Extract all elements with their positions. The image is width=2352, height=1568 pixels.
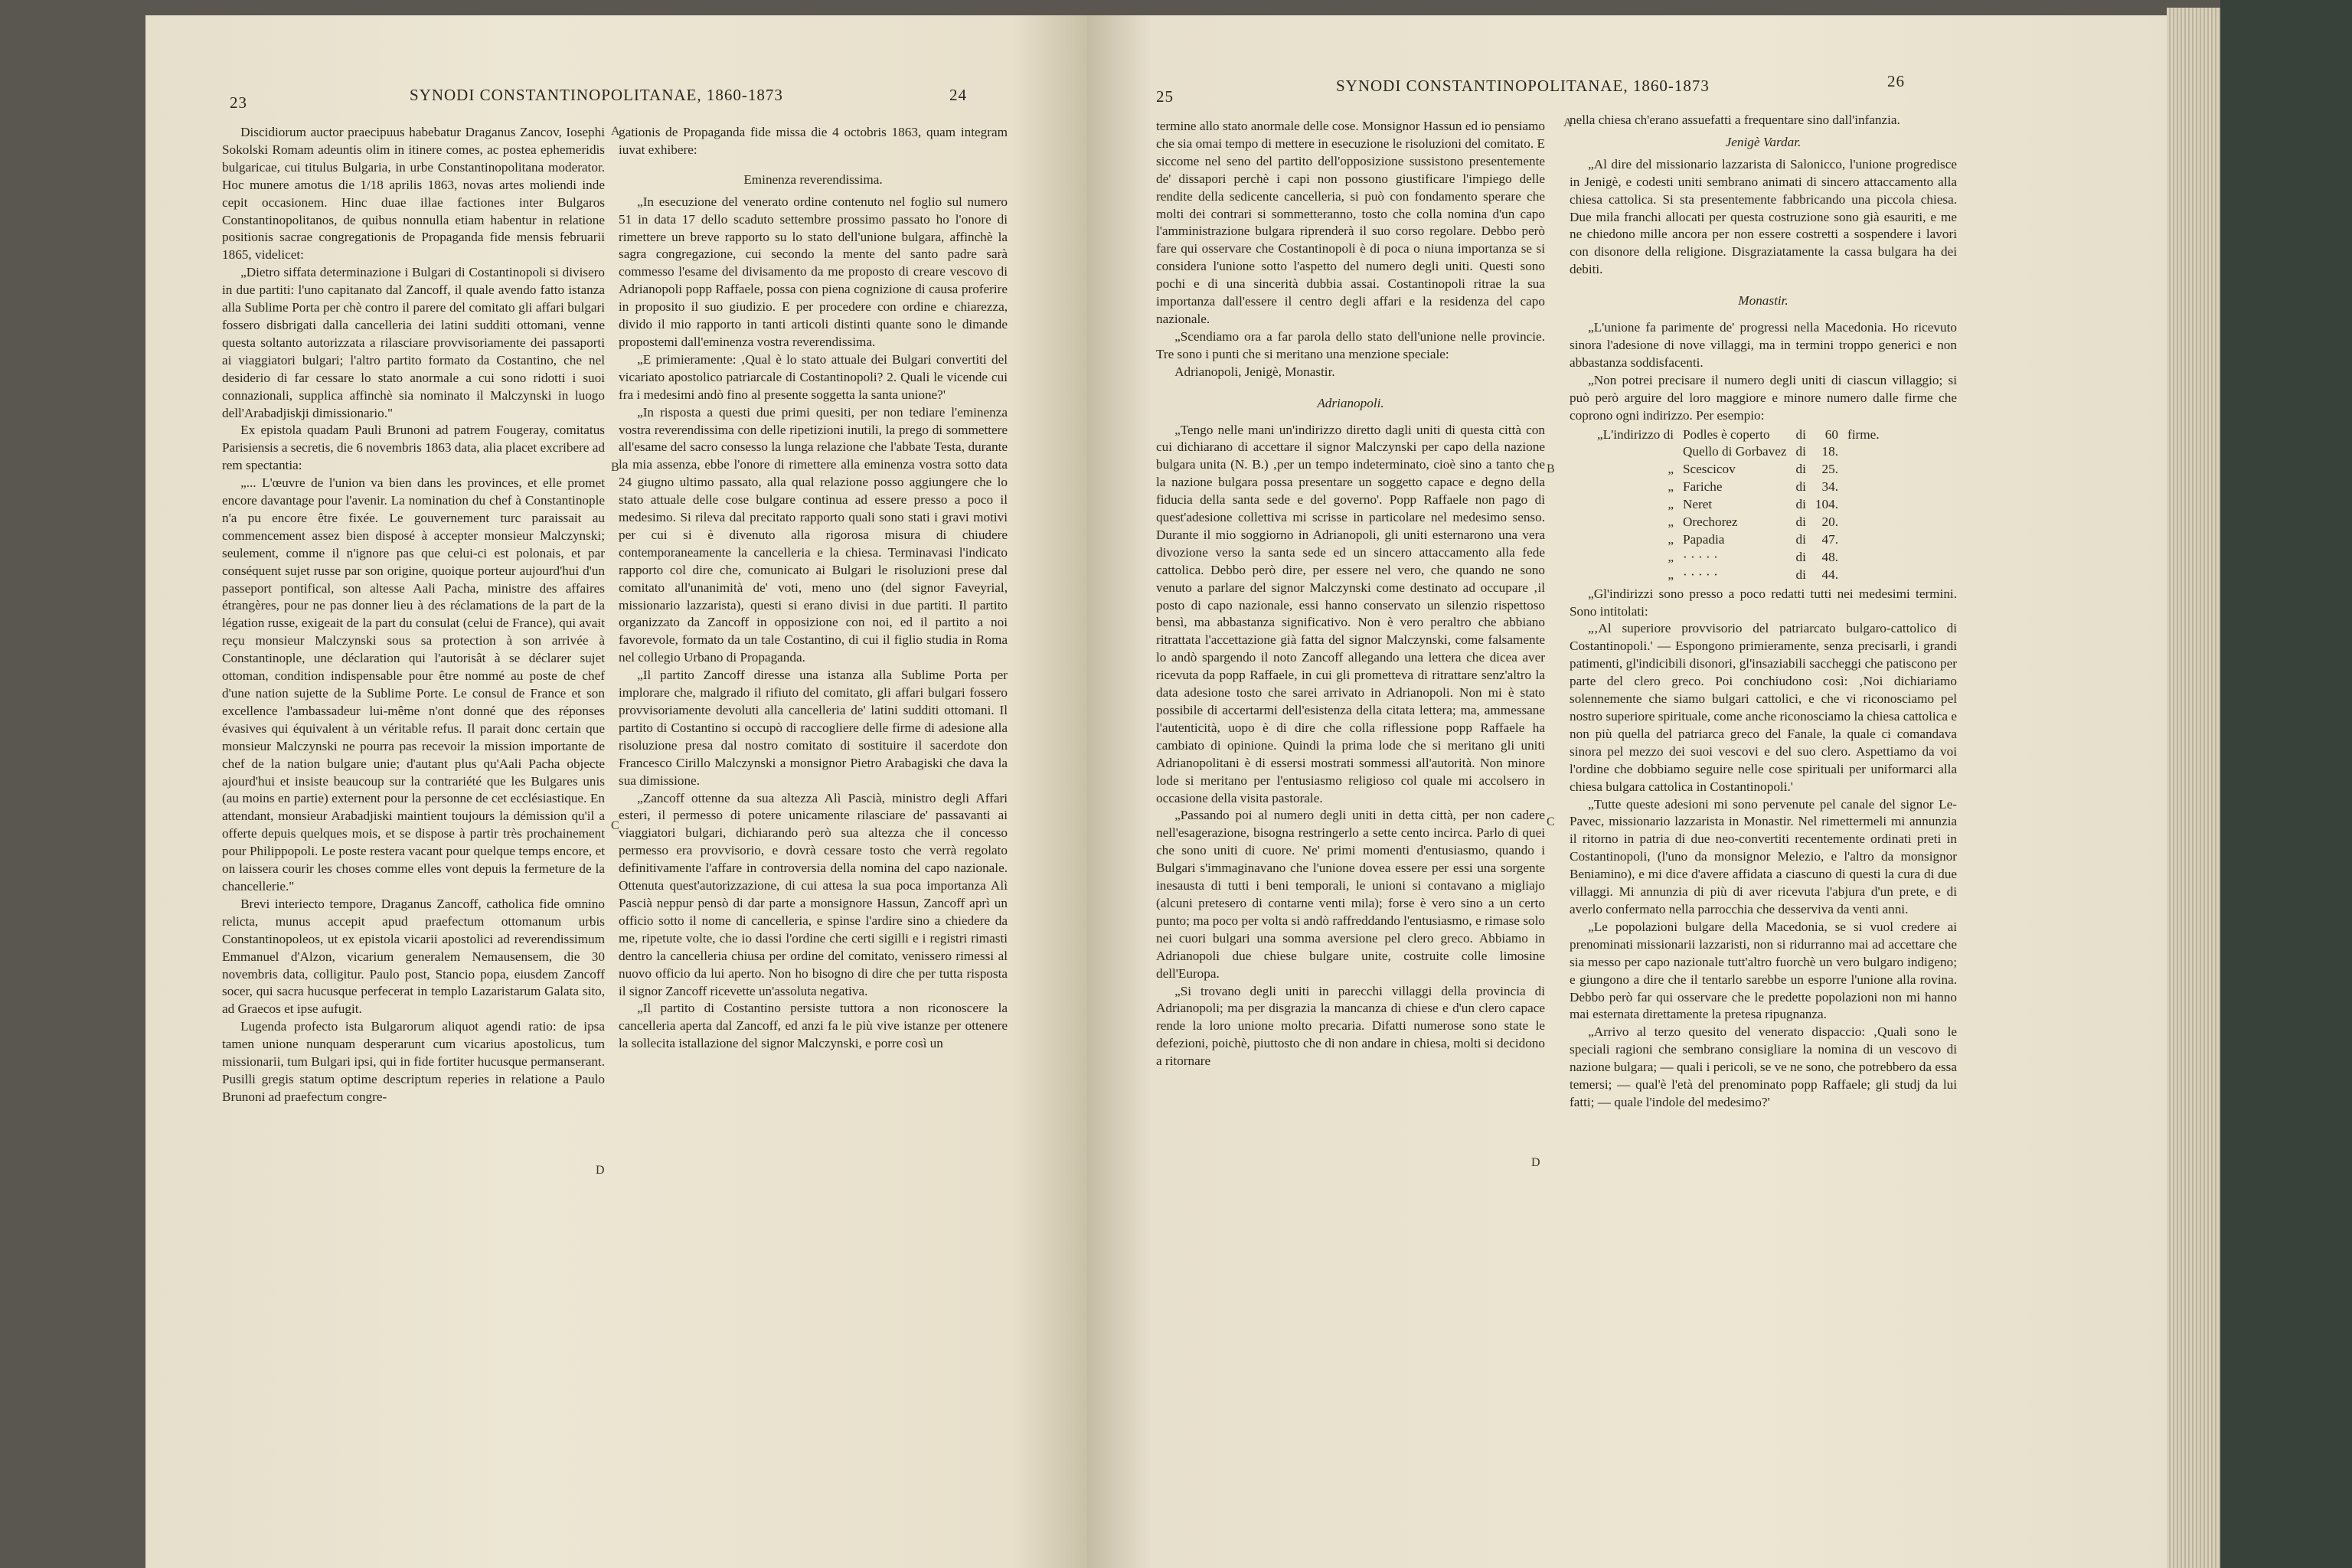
left-page [145,15,1087,1568]
sig-count: 25. [1821,462,1838,477]
sig-count: 60 [1824,426,1838,442]
column-26 [1570,112,1957,1112]
margin-marker-b: B [611,461,619,474]
sig-ditto: „ [1668,549,1674,564]
paragraph: Brevi interiecto tempore, Draganus Zancoff, catholica fide omnino relicta, munus accepit apud praefectum ottomanum urbis Constantinopoleos, ut ex epistola vicarii apostolici ad reverendissimum Emmanuel d'Alzon, vicarium generalem Nemausensem, die 30 novembris data, colligitur. Paulo post, Stancio popa, eiusdem Zancoff socer, qui sacra hucusque perfecerat in templo Lazaristarum Galata sito, ad Graecos et ipse aufugit. [222,896,605,1017]
margin-marker-a: A [1563,116,1573,129]
paragraph: „Zancoff ottenne da sua altezza Alì Pascià, ministro degli Affari esteri, il permesso di potere unicamente rilasciare de' passavanti ai viaggiatori bulgari, dichiarando però sua altezza che il concesso permesso era provvisorio, e dovrà cessare tosto che verrà regolato definitivamente l'affare in controversia della nomina del capo nazionale. Ottenuta quest'autorizzazione, di cui attesa la sua poca importanza Alì Pascià neppur pensò di dar parte a monsignore Hassun, Zancoff aprì un officio sotto il nome di cancelleria, e spinse l'ardire sino a chiedere da me, ripetute volte, che io dassi l'ordine che certi sigilli e i registri rimasti dentro la cancelleria chiusa per ordine del comitato, venissero rimessi al nuovo officio da lui aperto. Non ho bisogno di dire che per tutta risposta il signor Zancoff ricevette un'assoluta negativa. [619,790,1008,998]
table-row [1592,461,1884,479]
sig-ditto: „ [1668,497,1674,512]
paragraph: „Dietro siffata determinazione i Bulgari di Costantinopoli si divisero in due partiti: l'uno capitanato dal Zancoff, il quale avendo fatto istanza alla Sublime Porta per chè contro il parere del comitato gli affari bulgari fossero disbrigati dalla cancelleria dei latini sudditi ottomani, venne questa soltanto autorizzata a rilasciare provvisoriamente dei passaporti ai viaggiatori bulgari; l'altro partito formato da Costantino, che nel desiderio di far cessare lo stato anormale a cui sono ridotti i suoi connazionali, supplica affinchè sia nominato il Malczynski in luogo dell'Arabadjiskji dimissionario." [222,265,605,420]
sig-ditto: „ [1668,531,1674,547]
page-number-26: 26 [1887,72,1905,90]
sig-count: 48. [1821,549,1838,564]
sig-village: · · · · · [1682,567,1718,582]
table-row [1592,514,1884,531]
paragraph: „Tengo nelle mani un'indirizzo diretto dagli uniti di questa città con cui dichiarano di accettare il signor Malczynski per capo della nazione bulgara unita (N. B.) ‚per un tempo indeterminato, cioè sino a tanto che la nazione bulgara possa presentare un soggetto capace e degno della fiducia della santa sede e del governo'. Popp Raffaele non pago di quest'adesione collettiva mi scrisse in particolare nel medesimo senso. Durante il mio soggiorno in Adrianopoli, gli uniti esternarono una vera divozione verso la santa sede ed un sincero attaccamento alla fede cattolica. Debbo però dire, per essere nel vero, che quando ne sono venuto a parlare del signor Malczynski come destinato ad occupare ‚il posto di capo nazionale, essi hanno conservato un silenzio rispettoso bensì, ma abbastanza significativo. Non è vero peraltro che abbiano ritrattata l'accettazione già fatta del signor Malczynski, come falsamente lo andò spargendo il noto Zancoff allegando una lettera che dicea aver ricevuta da popp Raffaele, in cui gli prometteva di ritrattare senz'altro la data adesione tosto che sarei arrivato in Adrianopoli. Non mi è stato possibile di accertarmi dell'esistenza della citata lettera; ma, ammessane l'autenticità, uopo è di dire che colla riflessione popp Raffaele ha cambiato di opinione. Quindi la prima lode che si meritano gli uniti Adrianopolitani è di essersi mostrati sommessi all'autorità. Non minore lode si meritano per l'entusiasmo religioso col quale mi accolsero in occasione della visita pastorale. [1156,422,1545,805]
paragraph: „Al dire del missionario lazzarista di Salonicco, l'unione progredisce in Jenigè, e codesti uniti sembrano animati di sincero attaccamento alla chiesa cattolica. Si sta presentemente fabbricando una piccola chiesa. Due mila franchi allocati per questa costruzione sono già esauriti, e me ne chiedono mille ancora per non essere costretti a sospendere i lavori con disonore della religione. Disgraziatamente la cassa bulgara ha dei debiti. [1570,156,1957,277]
sig-village: Fariche [1682,479,1723,495]
sig-village: Papadia [1682,531,1725,547]
sig-di: di [1795,567,1806,582]
table-row [1592,531,1884,549]
margin-marker-d: D [596,1164,605,1177]
paragraph: Ex epistola quadam Pauli Brunoni ad patrem Fougeray, comitatus Parisiensis a secretis, die 6 novembris 1863 data, alia placet excribere ad rem spectantia: [222,423,605,473]
sig-count: 47. [1821,531,1838,547]
paragraph: „Arrivo al terzo quesito del venerato dispaccio: ‚Quali sono le speciali ragioni che sembrano consigliare la nomina di un vescovo di nazione bulgara; — quali i pericoli, se ve ne sono, che potrebbero da essa temersi; — qual'è l'età del prenominato popp Raffaele; gli studj da lui fatti; — quale l'indole del medesimo?' [1570,1024,1957,1109]
sig-di: di [1795,497,1806,512]
background-surface [2220,0,2352,1568]
sig-ditto [1592,443,1678,461]
sig-prefix: „L'indirizzo di [1597,426,1674,442]
running-title-right: SYNODI CONSTANTINOPOLITANAE, 1860-1873 [1336,77,1710,95]
right-page [1087,15,2174,1568]
table-row [1592,567,1884,584]
sig-di: di [1795,549,1806,564]
paragraph: „E primieramente: ‚Qual è lo stato attuale dei Bulgari convertiti del vicariato apostolico patriarcale di Costantinopoli? 2. Quali le vicende cui fra i medesimi andò fino al presente soggetta la santa unione?' [619,351,1008,402]
section-heading-monastir: Monastir. [1738,293,1788,309]
paragraph: „Le popolazioni bulgare della Macedonia, se si vuol credere ai prenominati missionarii lazzaristi, non si ridurranno mai ad accettare che sia messo per capo nazionale tutt'altro fuorchè un vero bulgaro indigeno; e giungono a dire che il tentarlo sarebbe un esporre l'unione alla rovina. Debbo però far qui osservare che le predette popolazioni non mi hanno mai esternata direttamente la pretesa ripugnanza. [1570,919,1957,1022]
paragraph: „Scendiamo ora a far parola dello stato dell'unione nelle provincie. Tre sono i punti che si meritano una menzione speciale: [1156,328,1545,361]
page-number-25: 25 [1156,87,1174,106]
paragraph: „Non potrei precisare il numero degli uniti di ciascun villaggio; si può però arguire del loro maggiore e minore numero dalle firme che coprono ogni indirizzo. Per esempio: [1570,372,1957,423]
paragraph: „‚Al superiore provvisorio del patriarcato bulgaro-cattolico di Costantinopoli.' — Espongono primieramente, senza precisarli, i grandi patimenti, gl'indicibili disonori, gl'insaziabili saccheggi che patiscono per parte del clero greco. Poi conchiudono così: ‚Noi dichiariamo solennemente che siamo bulgari cattolici, e che vi riconosciamo pel nostro superiore spirituale, come anche riconosciamo la chiesa cattolica e non più quella del patriarca greco del Fanale, la quale ci comandava sinora pel mezzo dei suoi vescovi e del suo clero. Aspettiamo da voi l'ordine che dobbiamo seguire nelle cose spirituali per uniformarci alla chiesa bulgara cattolica in Costantinopoli.' [1570,621,1957,794]
sig-count: 104. [1815,497,1838,512]
margin-marker-b: B [1547,462,1555,475]
sig-di: di [1795,462,1806,477]
sig-village: Podles è coperto [1682,426,1770,442]
paragraph: „In risposta a questi due primi quesiti, per non tediare l'eminenza vostra reverendissima con delle ripetizioni inutili, la prego di sommettere all'esame del sacro consesso la lunga relazione che l'abbate Testa, durante la mia assenza, ebbe l'onore di rimettere alla eminenza vostra sotto data 24 giugno ultimo passato, alla qual relazione posso aggiungere che lo stato attuale delle cose bulgare continua ad essere presso a poco il medesimo. Si rileva dal precitato rapporto quali sono stati i gravi motivi per cui si è divenuto alla rigorosa misura di chiudere contemporaneamente la cancelleria e la chiesa. Terminavasi l'indicato rapporto col dire che, comunicato ai Bulgari le risoluzioni prese dal comitato all'unanimità de' voti, meno uno (del signor Faveyrial, missionario lazzarista), questi si erano divisi in due partiti. Il partito organizzato da Zancoff in opposizione con noi, ed il partito a noi favorevole, formato da un tale Costantino, di cui il figlio studia in Roma nel collegio Urbano di Propaganda. [619,404,1008,665]
margin-marker-c: C [1547,815,1555,828]
sig-ditto: „ [1668,514,1674,530]
section-heading-jenige: Jenigè Vardar. [1725,134,1802,149]
section-heading-adrianopoli: Adrianopoli. [1317,395,1384,410]
page-number-24: 24 [949,86,967,104]
page-number-23: 23 [230,93,247,112]
sig-village: Scescicov [1682,462,1736,477]
table-row [1592,549,1884,567]
sig-village: Neret [1682,497,1713,512]
sig-village: Orechorez [1682,514,1738,530]
paragraph: Discidiorum auctor praecipuus habebatur Draganus Zancov, Iosephi Sokolski Romam adeuntis olim in itinere comes, ac postea ephemeridis bulgaricae, cui titulus Bulgaria, in urbe Constantinopolitana moderator. Hoc munere amotus die 1/18 aprilis 1863, novas artes moliendi inde cepit occasionem. Hinc duae illae factiones inter Bulgaros Constantinopolitanos, de quibus nonnulla etiam habentur in relatione positionis sacrae congregationis de Propaganda fide mensis februarii 1865, videlicet: [222,125,605,263]
table-row [1592,426,1884,444]
sig-village: Quello di Gorbavez [1682,444,1787,459]
sig-di: di [1795,426,1806,442]
paragraph: „In esecuzione del venerato ordine contenuto nel foglio sul numero 51 in data 17 dello scaduto settembre prossimo passato ho l'onore di rimettere un breve rapporto su lo stato dell'unione bulgara, affinchè la sagra congregazione, cui secondo la mente del santo padre sarà commesso l'esame del divisamento da me proposto di creare vescovo di Adrianopoli popp Raffaele, possa con piena cognizione di causa proferire in proposito il suo giudizio. E per procedere con ordine e chiarezza, divido il mio rapporto in tanti articoli distinti quante sono le dimande propostemi dall'eminenza vostra reverendissima. [619,194,1008,349]
sig-di: di [1795,479,1806,495]
paragraph: „Il partito di Costantino persiste tuttora a non riconoscere la cancelleria aperta dal Zancoff, ed anzi fa le più vive istanze per ottenere la sollecita istallazione del signor Malczynski, e porre così un [619,1001,1008,1051]
column-25 [1156,118,1545,1070]
sig-di: di [1795,531,1806,547]
margin-marker-d: D [1531,1156,1540,1169]
column-24 [619,124,1008,1053]
sig-village: · · · · · [1682,549,1718,564]
paragraph: termine allo stato anormale delle cose. Monsignor Hassun ed io pensiamo che sia omai tempo di mettere in esecuzione le risoluzioni del comitato. E siccome nel seno del partito dell'opposizione sussistono presentemente de' dissapori perchè i capi non possono giustificare l'impiego delle rendite della sedicente cancelleria, si può con fondamento sperare che molti dei contrari si sommetteranno, tosto che colla nomina d'un capo l'amministrazione bulgara riprenderà il suo corso regolare. Debbo però fare qui osservare che Costantinopoli è di poca o niuna importanza se si considera l'unione sotto l'aspetto del numero degli uniti. Questi sono pochi e di una sincerità dubbia assai. Costantinopoli ritrae la sua importanza dall'essere il centro degli affari e la residenza del capo nazionale. [1156,119,1545,326]
sig-suffix: firme. [1847,426,1880,442]
margin-marker-a: A [611,125,620,138]
paragraph: Adrianopoli, Jenigè, Monastir. [1174,364,1335,379]
paragraph: „L'unione fa parimente de' progressi nella Macedonia. Ho ricevuto sinora l'adesione di nove villaggi, ma in termini troppo generici e non abbastanza soddisfacenti. [1570,320,1957,370]
sig-ditto: „ [1668,462,1674,477]
paragraph: „Il partito Zancoff diresse una istanza alla Sublime Porta per implorare che, malgrado il rifiuto del comitato, gli affari bulgari fossero provvisoriamente devoluti alla cancelleria de' latini sudditi ottomani. Il partito di Costantino si occupò di raccogliere delle firme di adesione alla risoluzione presa dal nostro comitato di sostituire il sacerdote don Francesco Cirillo Malczynski a monsignor Pietro Arabagiski che dava la sua dimissione. [619,668,1008,788]
paragraph: „... L'œuvre de l'union va bien dans les provinces, et elle promet encore davantage pour l'avenir. La nomination du chef à Constantinople n'a pu encore être fixée. Le gouvernement turc paraissait au commencement assez bien disposé à accepter monsieur Malczynski; seulement, comme il n'ignore pas que celui-ci est polonais, et par conséquent sujet russe par son origine, quoique porteur aujourd'hui d'un passeport pontifical, son altesse Aali Pacha, ministre des affaires étrangères, pour ne pas donner lieu à des réclamations de la part de la légation russe, exigeait de la part du consulat (celui de France), qui avait reçu monsieur Malczynski sous sa protection à son arrivée à Constantinople, une déclaration qui l'autorisât à se déclarer sujet ottoman, condition indispensable pour être nommé au poste de chef d'une nation sujette de la Sublime Porte. Le consul de France et son excellence l'ambassadeur lui-même n'ont donné que des réponses évasives qui équivalent à un véritable refus. Il parait donc certain que monsieur Malczynski ne pourra pas recevoir la mission importante de chef de la nation bulgare unie; d'autant plus qu'Aali Pacha objecte ajourd'hui et insiste beaucoup sur la contrariété que les Bulgares unis (au moins en partie) externent pour la personne de cet ecclésiastique. En attendant, monsieur Arabadjiski maintient toujours la démission qu'il a offerte depuis quelques mois, et se dispose à partir très prochainement pour Philippopoli. Le poste restera vacant pour quelque temps encore, et on laissera courir les choses comme elles vont depuis la fermeture de la chancellerie." [222,475,605,893]
sig-count: 34. [1821,479,1838,495]
sig-ditto: „ [1668,567,1674,582]
sig-count: 18. [1821,444,1838,459]
paragraph: Lugenda profecto ista Bulgarorum aliquot agendi ratio: de ipsa tamen unione nunquam desperarunt cum vicarius apostolicus, tum missionarii, tum Bulgari ipsi, qui in fide fortiter hucusque permanserant. Pusilli gregis statum optime descriptum reperies in relatione a Paulo Brunoni ad praefectum congre- [222,1019,605,1104]
column-23 [222,124,605,1106]
sig-ditto: „ [1668,479,1674,495]
sig-count: 20. [1821,514,1838,530]
paragraph: gationis de Propaganda fide missa die 4 octobris 1863, quam integram iuvat exhibere: [619,125,1008,157]
paragraph: „Passando poi al numero degli uniti in detta città, per non cadere nell'esagerazione, bisogna restringerlo a sette cento incirca. Parlo di quei che sono uniti di cuore. Ne' primi momenti d'entusiasmo, quando i Bulgari s'immaginavano che l'unione dovea essere per essi una sorgente inesausta di tutti i beni temporali, le unioni si contavano a migliajo (alcuni pretesero di contarne venti mila); forse è vero sino a un certo punto; ma poco per volta si andò raffreddando l'entusiasmo, e rimase solo nei cuori bulgari una somma aversione pel clero greco. Abbiamo in Adrianopoli due chiese bulgare unite, costruite colle limosine dell'Europa. [1156,808,1545,981]
paragraph: nella chiesa ch'erano assuefatti a frequentare sino dall'infanzia. [1570,113,1900,127]
table-row [1592,496,1884,514]
salutation: Eminenza reverendissima. [743,172,883,187]
paragraph: „Si trovano degli uniti in parecchi villaggi della provincia di Adrianopoli; ma per disgrazia la mancanza di chiese e d'un clero capace rende la loro unione molto precaria. Difatti numerose sono state le defezioni, poichè, piuttosto che di non andare in chiesa, molti si decidono a ritornare [1156,983,1545,1069]
table-row [1592,479,1884,496]
table-row [1592,443,1884,461]
running-title-left: SYNODI CONSTANTINOPOLITANAE, 1860-1873 [410,86,783,104]
paragraph: „Tutte queste adesioni mi sono pervenute pel canale del signor Le-Pavec, missionario lazzarista in Monastir. Nel rimettermeli mi annunzia il ritorno in patria di due neo-convertiti recentemente ordinati preti in Costantinopoli, (l'uno da monsignor Melezio, e l'altro da monsignor Beniamino), e mi dice d'avere affidata a ciascuno di questi la cura di due villaggi. Mi annunzia di più di aver ricevuta l'abjura d'un prete, e di averlo confermato nella parrocchia che desserviva da venti anni. [1570,796,1957,916]
margin-marker-c: C [611,819,619,832]
sig-count: 44. [1821,567,1838,582]
sig-di: di [1795,444,1806,459]
page-edges [2167,8,2220,1568]
paragraph: „Gl'indirizzi sono presso a poco redatti tutti nei medesimi termini. Sono intitolati: [1570,586,1957,619]
sig-di: di [1795,514,1806,530]
signatures-table [1592,426,1884,584]
